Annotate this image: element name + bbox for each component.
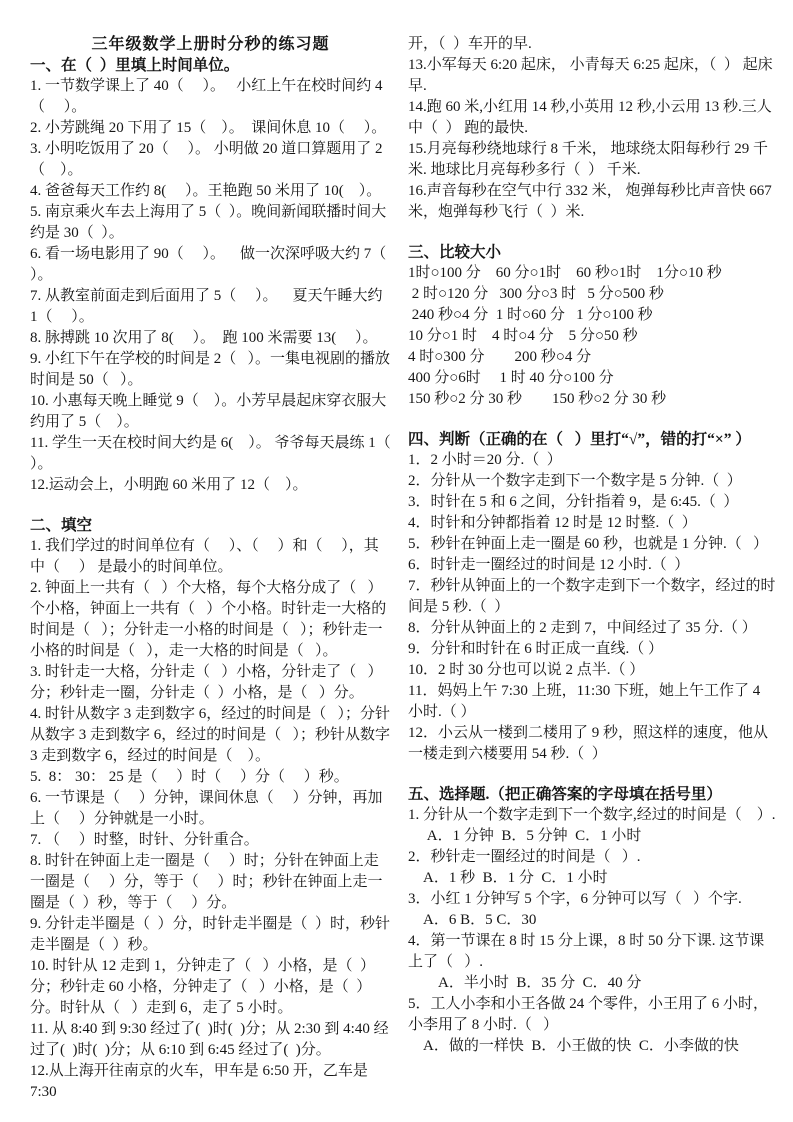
s5-q2: 2．秒针走一圈经过的时间是（ ）. bbox=[408, 849, 641, 865]
s3-row3: 240 秒○4 分 1 时○60 分 1 分○100 秒 bbox=[408, 307, 653, 323]
s2-q1: 1. 我们学过的时间单位有（ ）、（ ）和（ ），其中（ ） 是最小的时间单位。 bbox=[30, 538, 379, 575]
s2-q4: 4. 时针从数字 3 走到数字 6，经过的时间是（ ）；分针从数字 3 走到数字 6，经过的时间是（ ）；秒针从数字 3 走到数字 6，经过的时间是（ ）。 bbox=[30, 706, 394, 764]
section-3-heading: 三、比较大小 bbox=[408, 244, 502, 261]
s1-q10: 10. 小惠每天晚上睡觉 9（ ）。小芳早晨起床穿衣服大约用了 5（ ）。 bbox=[30, 393, 387, 430]
s1-q8: 8. 脉搏跳 10 次用了 8( ）。 跑 100 米需要 13( ）。 bbox=[30, 330, 378, 346]
s4-q9: 9．分针和时针在 6 时正成一直线.（ ） bbox=[408, 641, 664, 657]
right-column bbox=[408, 34, 777, 1098]
s2-q16: 16.声音每秒在空气中行 332 米， 炮弹每秒比声音快 667 米，炮弹每秒飞行（ ）米. bbox=[408, 183, 776, 220]
s2-q10: 10. 时针从 12 走到 1，分钟走了（ ）小格，是（ ）分；秒针走 60 小格，分钟走了（ ）小格，是（ ）分。时针从（ ）走到 6，走了 5 小时。 bbox=[30, 958, 376, 1016]
s2-q6: 6. 一节课是（ ）分钟，课间休息（ ）分钟，再加上（ ）分钟就是一小时。 bbox=[30, 790, 383, 827]
s3-row1: 1时○100 分 60 分○1时 60 秒○1时 1分○10 秒 bbox=[408, 265, 722, 281]
section-2-heading: 二、填空 bbox=[30, 517, 93, 534]
s5-q3-options: A．6 B．5 C．30 bbox=[408, 912, 537, 928]
s4-q8: 8．分针从钟面上的 2 走到 7，中间经过了 35 分.（ ） bbox=[408, 620, 757, 636]
s2-q8: 8. 时针在钟面上走一圈是（ ）时；分针在钟面上走一圈是（ ）分，等于（ ）时；秒针在钟面上走一圈是（ ）秒，等于（ ）分。 bbox=[30, 853, 383, 911]
s5-q4-options: A．半小时 B．35 分 C．40 分 bbox=[408, 975, 642, 991]
s2-q14: 14.跑 60 米,小红用 14 秒,小英用 12 秒,小云用 13 秒.三人中（ ） 跑的最快. bbox=[408, 99, 772, 136]
left-column bbox=[30, 34, 406, 1100]
s3-row6: 400 分○6时 1 时 40 分○100 分 bbox=[408, 370, 614, 386]
s3-row7: 150 秒○2 分 30 秒 150 秒○2 分 30 秒 bbox=[408, 391, 667, 407]
s2-q13: 13.小军每天 6:20 起床， 小青每天 6:25 起床，（ ） 起床早. bbox=[408, 57, 773, 94]
s4-q6: 6．时针走一圈经过的时间是 12 小时.（ ） bbox=[408, 557, 690, 573]
section-5-heading: 五、选择题.（把正确答案的字母填在括号里） bbox=[408, 786, 722, 803]
s5-q5: 5．工人小李和小王各做 24 个零件，小王用了 6 小时，小李用了 8 小时.（ ） bbox=[408, 996, 769, 1033]
s1-q2: 2. 小芳跳绳 20 下用了 15（ ）。 课间休息 10（ ）。 bbox=[30, 120, 387, 136]
page-title: 三年级数学上册时分秒的练习题 bbox=[91, 36, 330, 53]
s2-q12: 12.从上海开往南京的火车，甲车是 6:50 开，乙车是 7:30 bbox=[30, 1063, 372, 1100]
s2-q12-continued: 开，（ ）车开的早. bbox=[408, 36, 532, 52]
s3-row4: 10 分○1 时 4 时○4 分 5 分○50 秒 bbox=[408, 328, 638, 344]
s2-q9: 9. 分针走半圈是（ ）分，时针走半圈是（ ）时，秒针走半圈是（ ）秒。 bbox=[30, 916, 391, 953]
s5-q1: 1. 分针从一个数字走到下一个数字,经过的时间是（ ）. bbox=[408, 807, 776, 823]
s4-q10: 10．2 时 30 分也可以说 2 点半.（ ） bbox=[408, 662, 645, 678]
s1-q11: 11. 学生一天在校时间大约是 6( ）。 爷爷每天晨练 1（ ）。 bbox=[30, 435, 402, 472]
s1-q6: 6. 看一场电影用了 90（ ）。 做一次深呼吸大约 7（ ）。 bbox=[30, 246, 406, 283]
s1-q1: 1. 一节数学课上了 40（ ）。 小红上午在校时间约 4（ ）。 bbox=[30, 78, 383, 115]
s2-q5: 5. 8： 30： 25 是（ ）时（ ）分（ ）秒。 bbox=[30, 769, 349, 785]
s4-q2: 2．分针从一个数字走到下一个数字是 5 分钟.（ ） bbox=[408, 473, 742, 489]
section-1-heading: 一、在（ ）里填上时间单位。 bbox=[30, 57, 240, 74]
s4-q11: 11．妈妈上午 7:30 上班，11:30 下班，她上午工作了 4 小时.（ ） bbox=[408, 683, 764, 720]
s1-q4: 4. 爸爸每天工作约 8( ）。王艳跑 50 米用了 10( ）。 bbox=[30, 183, 382, 199]
section-4-heading: 四、判断（正确的在（ ）里打“√”，错的打“×” ） bbox=[408, 431, 751, 448]
s2-q7: 7. （ ）时整，时针、分针重合。 bbox=[30, 832, 259, 848]
s5-q3: 3．小红 1 分钟写 5 个字，6 分钟可以写（ ）个字. bbox=[408, 891, 742, 907]
s2-q11: 11. 从 8:40 到 9:30 经过了( )时( )分；从 2:30 到 4:40 经过了( )时( )分；从 6:10 到 6:45 经过了( )分。 bbox=[30, 1021, 389, 1058]
s1-q5: 5. 南京乘火车去上海用了 5（ ）。晚间新闻联播时间大约是 30（ ）。 bbox=[30, 204, 387, 241]
s5-q4: 4．第一节课在 8 时 15 分上课，8 时 50 分下课. 这节课上了（ ）. bbox=[408, 933, 765, 970]
s4-q3: 3．时针在 5 和 6 之间，分针指着 9，是 6:45.（ ） bbox=[408, 494, 739, 510]
s4-q12: 12．小云从一楼到二楼用了 9 秒，照这样的速度，他从一楼走到六楼要用 54 秒.（ ） bbox=[408, 725, 769, 762]
s4-q5: 5．秒针在钟面上走一圈是 60 秒，也就是 1 分钟.（ ） bbox=[408, 536, 769, 552]
s2-q15: 15.月亮每秒绕地球行 8 千米， 地球绕太阳每秒行 29 千米. 地球比月亮每秒多行（ ） 千米. bbox=[408, 141, 769, 178]
s4-q1: 1．2 小时＝20 分.（ ） bbox=[408, 452, 562, 468]
s1-q3: 3. 小明吃饭用了 20（ ）。 小明做 20 道口算题用了 2（ ）。 bbox=[30, 141, 383, 178]
s5-q2-options: A．1 秒 B．1 分 C．1 小时 bbox=[408, 870, 608, 886]
s1-q12: 12.运动会上，小明跑 60 米用了 12（ ）。 bbox=[30, 477, 308, 493]
s1-q9: 9. 小红下午在学校的时间是 2（ ）。一集电视剧的播放时间是 50（ ）。 bbox=[30, 351, 391, 388]
s1-q7: 7. 从教室前面走到后面用了 5（ ）。 夏天午睡大约 1（ ）。 bbox=[30, 288, 387, 325]
s2-q3: 3. 时针走一大格，分针走（ ）小格，分针走了（ ）分；秒针走一圈，分针走（ ）小格，是（ ）分。 bbox=[30, 664, 383, 701]
s3-row5: 4 时○300 分 200 秒○4 分 bbox=[408, 349, 592, 365]
s3-row2: 2 时○120 分 300 分○3 时 5 分○500 秒 bbox=[408, 286, 664, 302]
s4-q7: 7．秒针从钟面上的一个数字走到下一个数字，经过的时间是 5 秒.（ ） bbox=[408, 578, 776, 615]
s5-q1-options: A．1 分钟 B．5 分钟 C．1 小时 bbox=[408, 828, 642, 844]
s4-q4: 4．时针和分钟都指着 12 时是 12 时整.（ ） bbox=[408, 515, 697, 531]
s5-q5-options: A．做的一样快 B．小王做的快 C．小李做的快 bbox=[408, 1038, 739, 1054]
s2-q2: 2. 钟面上一共有（ ）个大格，每个大格分成了（ ）个小格，钟面上一共有（ ）个小格。时针走一大格的时间是（ ）；分针走一小格的时间是（ ）；秒针走一小格的时间是（ ），走一大格的时间是（ ）。 bbox=[30, 580, 387, 659]
